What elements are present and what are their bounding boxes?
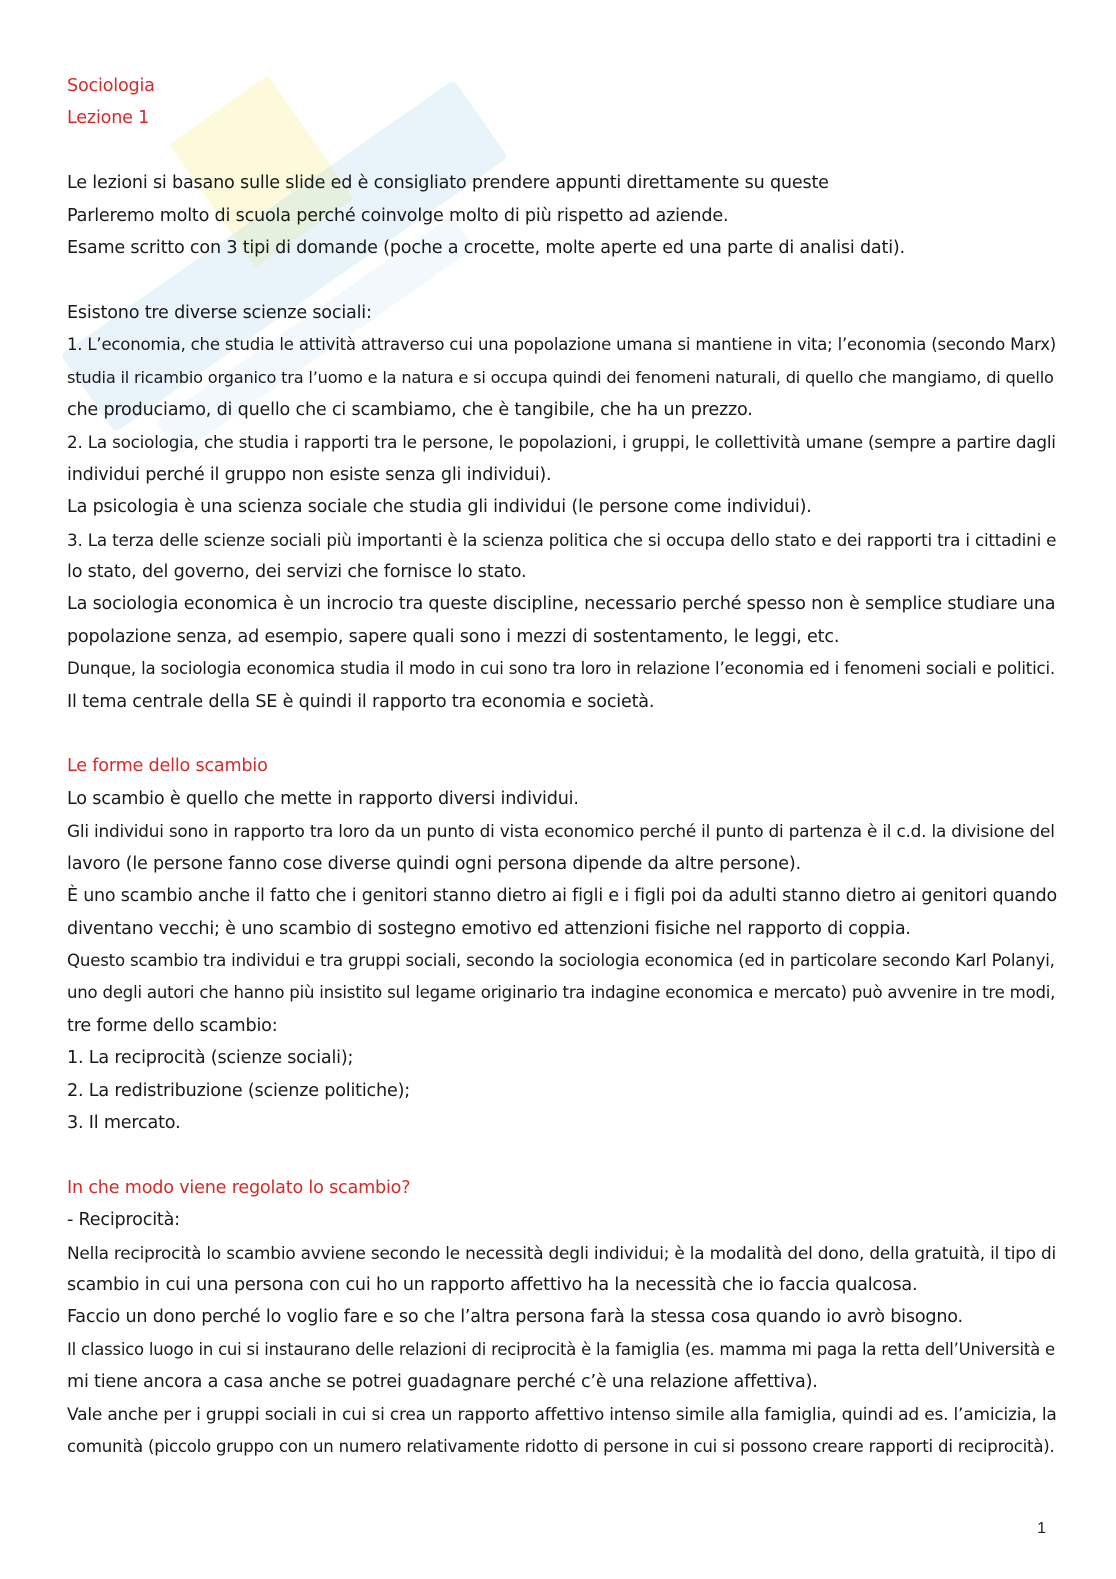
paragraph-line: lavoro (le persone fanno cose diverse quindi ogni persona dipende da altre persone).	[67, 853, 801, 874]
list-item: 3. Il mercato.	[67, 1112, 181, 1133]
paragraph-line: Dunque, la sociologia economica studia il modo in cui sono tra loro in relazione l’economia ed i fenomeni sociali e politici.	[67, 659, 1055, 679]
paragraph-line: che produciamo, di quello che ci scambiamo, che è tangibile, che ha un prezzo.	[67, 400, 753, 421]
section-heading-exchange: Le forme dello scambio	[67, 756, 268, 777]
course-title: Sociologia	[67, 76, 155, 96]
paragraph-line: tre forme dello scambio:	[67, 1015, 278, 1036]
paragraph-line: 2. La sociologia, che studia i rapporti tra le persone, le popolazioni, i gruppi, le collettività umane (sempre a partire dagli	[67, 432, 1056, 453]
lesson-title: Lezione 1	[67, 108, 150, 129]
paragraph-line: mi tiene ancora a casa anche se potrei guadagnare perché c’è una relazione affettiva).	[67, 1372, 818, 1393]
document-page	[67, 70, 1058, 1463]
paragraph-line: La psicologia è una scienza sociale che studia gli individui (le persone come individui).	[67, 497, 812, 518]
paragraph-line: studia il ricambio organico tra l’uomo e la natura e si occupa quindi dei fenomeni naturali, di quello che mangiamo, di quello	[67, 367, 1054, 387]
paragraph-line: uno degli autori che hanno più insistito sul legame originario tra indagine economica e mercato) può avvenire in tre modi,	[67, 983, 1056, 1003]
paragraph-line: Il classico luogo in cui si instaurano delle relazioni di reciprocità è la famiglia (es. mamma mi paga la retta dell’Università e	[67, 1339, 1055, 1359]
paragraph-line: - Reciprocità:	[67, 1210, 180, 1231]
paragraph-line: diventano vecchi; è uno scambio di sostegno emotivo ed attenzioni fisiche nel rapporto di coppia.	[67, 918, 911, 939]
page-number: 1	[1037, 1520, 1046, 1537]
section-heading-regulation: In che modo viene regolato lo scambio?	[67, 1177, 411, 1198]
intro-line: Le lezioni si basano sulle slide ed è consigliato prendere appunti direttamente su queste	[67, 173, 829, 194]
paragraph-line: individui perché il gruppo non esiste senza gli individui).	[67, 464, 552, 485]
paragraph-line: popolazione senza, ad esempio, sapere quali sono i mezzi di sostentamento, le leggi, etc.	[67, 626, 840, 647]
intro-line: Esame scritto con 3 tipi di domande (poche a crocette, molte aperte ed una parte di analisi dati).	[67, 238, 905, 259]
paragraph-line: Il tema centrale della SE è quindi il rapporto tra economia e società.	[67, 691, 655, 712]
paragraph-line: 1. L’economia, che studia le attività attraverso cui una popolazione umana si mantiene in vita; l’economia (secondo Marx)	[67, 335, 1057, 355]
intro-line: Parleremo molto di scuola perché coinvolge molto di più rispetto ad aziende.	[67, 205, 729, 226]
paragraph-line: Lo scambio è quello che mette in rapporto diversi individui.	[67, 788, 579, 809]
paragraph-line: lo stato, del governo, dei servizi che fornisce lo stato.	[67, 562, 527, 583]
paragraph-line: 3. La terza delle scienze sociali più importanti è la scienza politica che si occupa dello stato e dei rapporti tra i cittadini e	[67, 529, 1057, 550]
list-item: 2. La redistribuzione (scienze politiche);	[67, 1080, 410, 1101]
paragraph-line: Gli individui sono in rapporto tra loro da un punto di vista economico perché il punto di partenza è il c.d. la divisione del	[67, 821, 1055, 842]
list-item: 1. La reciprocità (scienze sociali);	[67, 1048, 354, 1069]
paragraph-line: Questo scambio tra individui e tra gruppi sociali, secondo la sociologia economica (ed in particolare secondo Karl Polanyi,	[67, 950, 1055, 970]
paragraph-line: La sociologia economica è un incrocio tra queste discipline, necessario perché spesso non è semplice studiare una	[67, 594, 1056, 615]
paragraph-line: comunità (piccolo gruppo con un numero relativamente ridotto di persone in cui si possono creare rapporti di reciprocità).	[67, 1437, 1055, 1456]
paragraph-line: scambio in cui una persona con cui ho un rapporto affettivo ha la necessità che io faccia qualcosa.	[67, 1274, 918, 1295]
paragraph-line: Esistono tre diverse scienze sociali:	[67, 302, 372, 323]
paragraph-line: Faccio un dono perché lo voglio fare e so che l’altra persona farà la stessa cosa quando io avrò bisogno.	[67, 1307, 963, 1328]
paragraph-line: Vale anche per i gruppi sociali in cui si crea un rapporto affettivo intenso simile alla famiglia, quindi ad es. l’amicizia, la	[67, 1404, 1057, 1425]
paragraph-line: È uno scambio anche il fatto che i genitori stanno dietro ai figli e i figli poi da adulti stanno dietro ai genitori quando	[67, 886, 1058, 907]
paragraph-line: Nella reciprocità lo scambio avviene secondo le necessità degli individui; è la modalità del dono, della gratuità, il tipo di	[67, 1242, 1057, 1263]
